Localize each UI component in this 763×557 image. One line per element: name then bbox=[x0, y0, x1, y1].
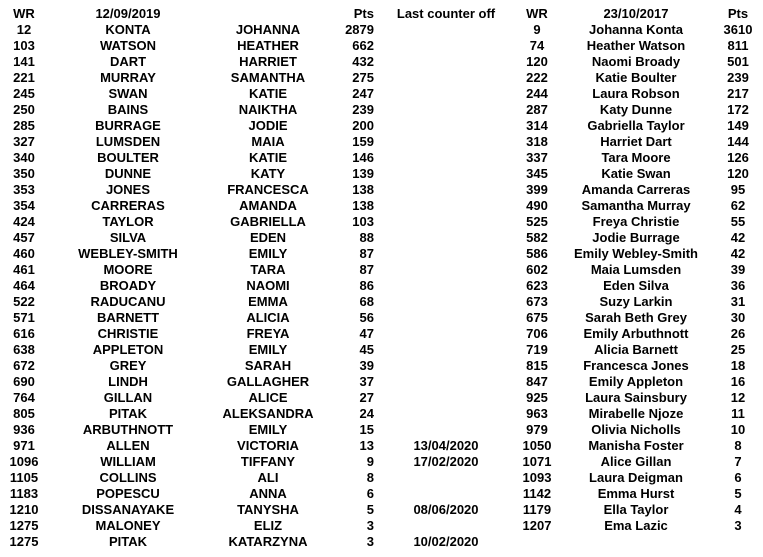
points-2017-cell: 16 bbox=[730, 374, 746, 389]
points-cell: 56 bbox=[359, 310, 374, 325]
points-2017-cell: 30 bbox=[730, 310, 746, 325]
last-counter-off-cell: 08/06/2020 bbox=[413, 502, 479, 517]
wr-cell: 340 bbox=[13, 150, 35, 165]
points-2017-cell: 811 bbox=[727, 38, 749, 53]
points-cell: 86 bbox=[359, 278, 374, 293]
table-row bbox=[0, 54, 763, 70]
surname-cell: TAYLOR bbox=[102, 214, 154, 229]
first-name-cell: ALICE bbox=[248, 390, 288, 405]
name-2017-cell: Amanda Carreras bbox=[581, 182, 691, 197]
points-cell: 87 bbox=[359, 262, 374, 277]
table-row bbox=[0, 326, 763, 342]
first-name-cell: MAIA bbox=[251, 134, 285, 149]
last-counter-off-cell: 13/04/2020 bbox=[413, 438, 479, 453]
points-cell: 138 bbox=[352, 198, 374, 213]
wr-cell: 141 bbox=[13, 54, 35, 69]
points-2017-cell: 25 bbox=[730, 342, 746, 357]
name-2017-cell: Katie Swan bbox=[601, 166, 671, 181]
points-cell: 239 bbox=[352, 102, 374, 117]
points-cell: 68 bbox=[359, 294, 374, 309]
first-name-cell: EMILY bbox=[248, 246, 288, 261]
wr-cell: 461 bbox=[13, 262, 35, 277]
name-2017-cell: Heather Watson bbox=[586, 38, 686, 53]
points-cell: 37 bbox=[359, 374, 374, 389]
wr-cell: 571 bbox=[13, 310, 35, 325]
table-row bbox=[0, 470, 763, 486]
surname-cell: CARRERAS bbox=[91, 198, 165, 213]
wr-2017-cell: 979 bbox=[526, 422, 548, 437]
wr-cell: 1210 bbox=[9, 502, 39, 517]
wr-cell: 350 bbox=[13, 166, 35, 181]
table-row bbox=[0, 390, 763, 406]
first-name-cell: EDEN bbox=[249, 230, 287, 245]
points-cell: 27 bbox=[359, 390, 374, 405]
name-2017-cell: Jodie Burrage bbox=[592, 230, 680, 245]
points-2017-cell: 8 bbox=[734, 438, 742, 453]
table-row bbox=[0, 118, 763, 134]
wr-cell: 354 bbox=[13, 198, 35, 213]
surname-cell: DART bbox=[109, 54, 147, 69]
wr-2017-cell: 1179 bbox=[522, 502, 552, 517]
table-row bbox=[0, 278, 763, 294]
points-cell: 200 bbox=[352, 118, 374, 133]
table-row bbox=[0, 374, 763, 390]
points-cell: 39 bbox=[359, 358, 374, 373]
surname-cell: COLLINS bbox=[99, 470, 157, 485]
table-row bbox=[0, 502, 763, 518]
points-cell: 103 bbox=[352, 214, 374, 229]
table-row bbox=[0, 214, 763, 230]
wr-2017-cell: 706 bbox=[526, 326, 548, 341]
table-row bbox=[0, 342, 763, 358]
first-name-cell: SARAH bbox=[244, 358, 292, 373]
points-cell: 47 bbox=[359, 326, 374, 341]
surname-cell: DUNNE bbox=[104, 166, 152, 181]
table-row bbox=[0, 134, 763, 150]
points-2017-cell: 5 bbox=[734, 486, 742, 501]
wr-cell: 1275 bbox=[9, 534, 39, 549]
first-name-cell: SAMANTHA bbox=[230, 70, 306, 85]
name-2017-cell: Emily Appleton bbox=[588, 374, 684, 389]
wr-cell: 805 bbox=[13, 406, 35, 421]
wr-2017-cell: 1050 bbox=[522, 438, 552, 453]
points-cell: 9 bbox=[366, 454, 374, 469]
table-row bbox=[0, 294, 763, 310]
first-name-cell: GALLAGHER bbox=[226, 374, 310, 389]
wr-cell: 245 bbox=[13, 86, 35, 101]
points-2017-cell: 26 bbox=[730, 326, 746, 341]
first-name-cell: KATARZYNA bbox=[228, 534, 308, 549]
points-2017-cell: 18 bbox=[730, 358, 746, 373]
name-2017-cell: Ema Lazic bbox=[604, 518, 668, 533]
first-name-cell: JOHANNA bbox=[235, 22, 301, 37]
surname-cell: MOORE bbox=[103, 262, 153, 277]
table-row bbox=[0, 486, 763, 502]
wr-cell: 690 bbox=[13, 374, 35, 389]
table-row bbox=[0, 166, 763, 182]
wr-2017-cell: 675 bbox=[526, 310, 548, 325]
wr-2017-cell: 399 bbox=[526, 182, 548, 197]
first-name-cell: HEATHER bbox=[237, 38, 299, 53]
first-name-cell: JODIE bbox=[248, 118, 288, 133]
name-2017-cell: Ella Taylor bbox=[603, 502, 669, 517]
table-row bbox=[0, 22, 763, 38]
wr-2017-cell: 222 bbox=[526, 70, 548, 85]
name-2017-cell: Francesca Jones bbox=[583, 358, 689, 373]
first-name-cell: ALI bbox=[257, 470, 279, 485]
wr-cell: 1105 bbox=[9, 470, 39, 485]
table-row bbox=[0, 438, 763, 454]
first-name-cell: EMMA bbox=[248, 294, 288, 309]
surname-cell: ALLEN bbox=[106, 438, 150, 453]
points-cell: 432 bbox=[352, 54, 374, 69]
points-2017-cell: 3 bbox=[734, 518, 742, 533]
points-2017-cell: 501 bbox=[727, 54, 749, 69]
table-row bbox=[0, 422, 763, 438]
first-name-cell: ALEKSANDRA bbox=[222, 406, 314, 421]
name-2017-cell: Manisha Foster bbox=[588, 438, 684, 453]
surname-cell: JONES bbox=[105, 182, 151, 197]
first-name-cell: NAOMI bbox=[246, 278, 290, 293]
points-2017-cell: 42 bbox=[730, 246, 746, 261]
first-name-cell: KATIE bbox=[248, 86, 288, 101]
first-name-cell: ANNA bbox=[249, 486, 287, 501]
table-row bbox=[0, 198, 763, 214]
surname-cell: MALONEY bbox=[95, 518, 161, 533]
wr-cell: 353 bbox=[13, 182, 35, 197]
header-wr-2017: WR bbox=[526, 6, 548, 21]
header-date: 12/09/2019 bbox=[95, 6, 161, 21]
wr-2017-cell: 719 bbox=[526, 342, 548, 357]
table-row bbox=[0, 534, 763, 550]
points-2017-cell: 42 bbox=[730, 230, 746, 245]
table-row bbox=[0, 246, 763, 262]
points-2017-cell: 11 bbox=[731, 406, 745, 421]
name-2017-cell: Emily Arbuthnott bbox=[583, 326, 689, 341]
name-2017-cell: Maia Lumsden bbox=[590, 262, 682, 277]
first-name-cell: FRANCESCA bbox=[227, 182, 309, 197]
wr-2017-cell: 623 bbox=[526, 278, 548, 293]
first-name-cell: TANYSHA bbox=[237, 502, 299, 517]
wr-cell: 638 bbox=[13, 342, 35, 357]
surname-cell: KONTA bbox=[105, 22, 151, 37]
surname-cell: LINDH bbox=[108, 374, 148, 389]
first-name-cell: EMILY bbox=[248, 422, 288, 437]
surname-cell: ARBUTHNOTT bbox=[82, 422, 174, 437]
points-2017-cell: 120 bbox=[727, 166, 749, 181]
surname-cell: PITAK bbox=[108, 534, 148, 549]
name-2017-cell: Olivia Nicholls bbox=[591, 422, 681, 437]
points-cell: 5 bbox=[366, 502, 374, 517]
wr-2017-cell: 586 bbox=[526, 246, 548, 261]
points-cell: 15 bbox=[359, 422, 374, 437]
name-2017-cell: Katie Boulter bbox=[595, 70, 677, 85]
points-cell: 8 bbox=[366, 470, 374, 485]
points-cell: 3 bbox=[366, 534, 374, 549]
table-row bbox=[0, 454, 763, 470]
points-cell: 87 bbox=[359, 246, 374, 261]
table-row bbox=[0, 38, 763, 54]
name-2017-cell: Emma Hurst bbox=[597, 486, 675, 501]
wr-2017-cell: 120 bbox=[526, 54, 548, 69]
points-2017-cell: 3610 bbox=[723, 22, 753, 37]
table-row bbox=[0, 70, 763, 86]
wr-2017-cell: 318 bbox=[526, 134, 548, 149]
name-2017-cell: Laura Robson bbox=[592, 86, 680, 101]
first-name-cell: GABRIELLA bbox=[230, 214, 306, 229]
surname-cell: MURRAY bbox=[100, 70, 156, 85]
wr-cell: 327 bbox=[13, 134, 35, 149]
wr-2017-cell: 287 bbox=[526, 102, 548, 117]
points-2017-cell: 95 bbox=[730, 182, 746, 197]
points-cell: 159 bbox=[352, 134, 374, 149]
surname-cell: LUMSDEN bbox=[95, 134, 161, 149]
name-2017-cell: Katy Dunne bbox=[599, 102, 673, 117]
points-cell: 45 bbox=[359, 342, 374, 357]
first-name-cell: TARA bbox=[250, 262, 286, 277]
name-2017-cell: Harriet Dart bbox=[600, 134, 672, 149]
first-name-cell: VICTORIA bbox=[237, 438, 299, 453]
first-name-cell: KATIE bbox=[248, 150, 288, 165]
points-cell: 139 bbox=[352, 166, 374, 181]
points-cell: 24 bbox=[359, 406, 374, 421]
surname-cell: BOULTER bbox=[97, 150, 159, 165]
name-2017-cell: Samantha Murray bbox=[581, 198, 691, 213]
wr-2017-cell: 963 bbox=[526, 406, 548, 421]
wr-2017-cell: 9 bbox=[533, 22, 541, 37]
surname-cell: RADUCANU bbox=[90, 294, 166, 309]
table-row bbox=[0, 262, 763, 278]
first-name-cell: TIFFANY bbox=[240, 454, 296, 469]
surname-cell: WEBLEY-SMITH bbox=[78, 246, 178, 261]
wr-2017-cell: 337 bbox=[526, 150, 548, 165]
wr-cell: 764 bbox=[13, 390, 35, 405]
surname-cell: SILVA bbox=[109, 230, 147, 245]
wr-cell: 424 bbox=[13, 214, 35, 229]
name-2017-cell: Laura Deigman bbox=[589, 470, 683, 485]
wr-cell: 1096 bbox=[9, 454, 39, 469]
points-cell: 13 bbox=[359, 438, 374, 453]
points-cell: 275 bbox=[352, 70, 374, 85]
surname-cell: BURRAGE bbox=[95, 118, 161, 133]
wr-cell: 936 bbox=[13, 422, 35, 437]
header-pts: Pts bbox=[353, 6, 374, 21]
points-2017-cell: 12 bbox=[730, 390, 746, 405]
wr-2017-cell: 582 bbox=[526, 230, 548, 245]
points-2017-cell: 62 bbox=[730, 198, 746, 213]
wr-cell: 1275 bbox=[9, 518, 39, 533]
wr-cell: 616 bbox=[13, 326, 35, 341]
last-counter-off-cell: 10/02/2020 bbox=[413, 534, 479, 549]
name-2017-cell: Gabriella Taylor bbox=[587, 118, 685, 133]
table-row bbox=[0, 150, 763, 166]
wr-2017-cell: 490 bbox=[526, 198, 548, 213]
points-2017-cell: 36 bbox=[730, 278, 746, 293]
name-2017-cell: Johanna Konta bbox=[589, 22, 683, 37]
name-2017-cell: Laura Sainsbury bbox=[585, 390, 687, 405]
wr-cell: 285 bbox=[13, 118, 35, 133]
surname-cell: APPLETON bbox=[92, 342, 164, 357]
wr-2017-cell: 244 bbox=[526, 86, 548, 101]
first-name-cell: KATY bbox=[250, 166, 286, 181]
name-2017-cell: Mirabelle Njoze bbox=[588, 406, 684, 421]
points-2017-cell: 31 bbox=[730, 294, 746, 309]
points-cell: 88 bbox=[359, 230, 374, 245]
surname-cell: WATSON bbox=[99, 38, 157, 53]
wr-2017-cell: 847 bbox=[526, 374, 548, 389]
points-2017-cell: 7 bbox=[734, 454, 742, 469]
wr-cell: 464 bbox=[13, 278, 35, 293]
points-2017-cell: 39 bbox=[730, 262, 746, 277]
first-name-cell: ALICIA bbox=[246, 310, 290, 325]
surname-cell: PITAK bbox=[108, 406, 148, 421]
table-row bbox=[0, 86, 763, 102]
wr-2017-cell: 602 bbox=[526, 262, 548, 277]
wr-2017-cell: 1093 bbox=[522, 470, 552, 485]
table-row bbox=[0, 182, 763, 198]
points-2017-cell: 55 bbox=[730, 214, 746, 229]
table-row bbox=[0, 518, 763, 534]
wr-cell: 103 bbox=[13, 38, 35, 53]
surname-cell: GREY bbox=[109, 358, 147, 373]
surname-cell: CHRISTIE bbox=[97, 326, 159, 341]
points-2017-cell: 239 bbox=[727, 70, 749, 85]
table-row bbox=[0, 358, 763, 374]
points-2017-cell: 172 bbox=[727, 102, 749, 117]
wr-cell: 460 bbox=[13, 246, 35, 261]
first-name-cell: HARRIET bbox=[239, 54, 297, 69]
points-2017-cell: 10 bbox=[730, 422, 746, 437]
surname-cell: BARNETT bbox=[96, 310, 160, 325]
name-2017-cell: Naomi Broady bbox=[591, 54, 681, 69]
wr-cell: 221 bbox=[13, 70, 35, 85]
name-2017-cell: Eden Silva bbox=[603, 278, 669, 293]
surname-cell: BROADY bbox=[99, 278, 157, 293]
points-cell: 146 bbox=[352, 150, 374, 165]
wr-2017-cell: 1142 bbox=[522, 486, 552, 501]
wr-2017-cell: 925 bbox=[526, 390, 548, 405]
points-cell: 6 bbox=[366, 486, 374, 501]
wr-cell: 971 bbox=[13, 438, 35, 453]
points-2017-cell: 217 bbox=[727, 86, 749, 101]
wr-2017-cell: 74 bbox=[529, 38, 545, 53]
surname-cell: WILLIAM bbox=[100, 454, 156, 469]
points-2017-cell: 4 bbox=[734, 502, 742, 517]
name-2017-cell: Alice Gillan bbox=[600, 454, 672, 469]
surname-cell: BAINS bbox=[107, 102, 149, 117]
wr-cell: 457 bbox=[13, 230, 35, 245]
name-2017-cell: Alicia Barnett bbox=[594, 342, 678, 357]
first-name-cell: EMILY bbox=[248, 342, 288, 357]
header-pts-2017: Pts bbox=[727, 6, 749, 21]
surname-cell: SWAN bbox=[108, 86, 148, 101]
first-name-cell: NAIKTHA bbox=[238, 102, 298, 117]
wr-2017-cell: 815 bbox=[526, 358, 548, 373]
header-date-2017: 23/10/2017 bbox=[603, 6, 669, 21]
wr-2017-cell: 673 bbox=[526, 294, 548, 309]
last-counter-off-cell: 17/02/2020 bbox=[413, 454, 479, 469]
surname-cell: DISSANAYAKE bbox=[81, 502, 175, 517]
wr-cell: 12 bbox=[16, 22, 32, 37]
name-2017-cell: Suzy Larkin bbox=[599, 294, 673, 309]
table-row bbox=[0, 102, 763, 118]
points-cell: 3 bbox=[366, 518, 374, 533]
points-cell: 247 bbox=[352, 86, 374, 101]
points-2017-cell: 126 bbox=[727, 150, 749, 165]
first-name-cell: FREYA bbox=[246, 326, 290, 341]
wr-2017-cell: 345 bbox=[526, 166, 548, 181]
surname-cell: POPESCU bbox=[96, 486, 160, 501]
table-row bbox=[0, 310, 763, 326]
surname-cell: GILLAN bbox=[103, 390, 153, 405]
first-name-cell: AMANDA bbox=[239, 198, 297, 213]
header-last-counter-off: Last counter off bbox=[396, 6, 496, 21]
points-2017-cell: 144 bbox=[727, 134, 749, 149]
wr-2017-cell: 1071 bbox=[522, 454, 552, 469]
header-row bbox=[0, 6, 763, 22]
table-row bbox=[0, 230, 763, 246]
wr-2017-cell: 525 bbox=[526, 214, 548, 229]
wr-2017-cell: 1207 bbox=[522, 518, 552, 533]
points-2017-cell: 6 bbox=[734, 470, 742, 485]
first-name-cell: ELIZ bbox=[253, 518, 283, 533]
points-2017-cell: 149 bbox=[727, 118, 749, 133]
wr-cell: 672 bbox=[13, 358, 35, 373]
points-cell: 662 bbox=[352, 38, 374, 53]
name-2017-cell: Freya Christie bbox=[592, 214, 680, 229]
points-cell: 138 bbox=[352, 182, 374, 197]
table-row bbox=[0, 406, 763, 422]
name-2017-cell: Emily Webley-Smith bbox=[573, 246, 698, 261]
wr-cell: 1183 bbox=[9, 486, 39, 501]
wr-cell: 250 bbox=[13, 102, 35, 117]
name-2017-cell: Sarah Beth Grey bbox=[585, 310, 687, 325]
points-cell: 2879 bbox=[345, 22, 374, 37]
name-2017-cell: Tara Moore bbox=[601, 150, 671, 165]
wr-2017-cell: 314 bbox=[526, 118, 548, 133]
header-wr: WR bbox=[13, 6, 35, 21]
wr-cell: 522 bbox=[13, 294, 35, 309]
